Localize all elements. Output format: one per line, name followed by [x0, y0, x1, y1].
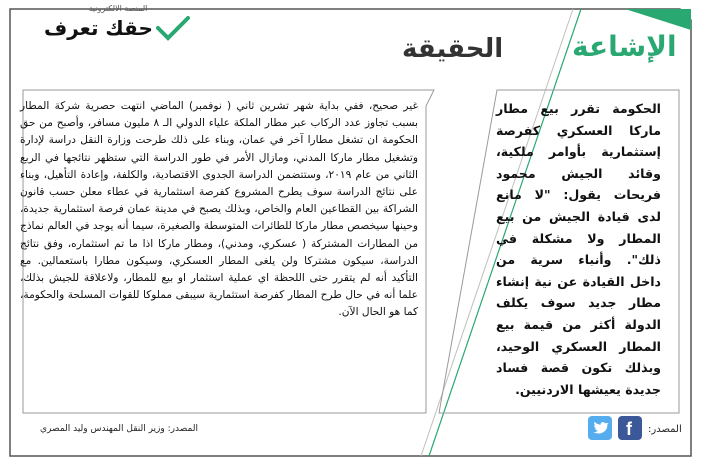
truth-text: غير صحيح، ففي بداية شهر تشرين ثاني ( نوفمبر) الماضي انتهت حصرية شركة المطار بسبب تجاوز عدد الركاب عبر مطار الملكة علياء الدولي الـ ٨ مليون مسافر، وأصبح من حق الحكومة ان تشغل مطارا آخر في عمان، وبناء على ذلك طرحت وزارة النقل دراسة لإدارة وتشغيل مطار ماركا المدني، ومازال الأمر في طور الدراسة التي ستظهر نتائجها في الربع الثاني من عام ٢٠١٩، وستتضمن الدراسة الجدوى الاقتصادية، والكلفة، وإعادة التأهيل، وبناء على نتائج الدراسة سوف يطرح المشروع كفرصة استثمارية في عطاء معلن حسب قانون الشراكة بين القطاعين العام والخاص، وبذلك يصبح في مدينة عمان فرصة استثمارية جديدة، وحينها سيخصص مطار ماركا للطائرات المتوسطة والصغيرة، سيما أنه يوجد في العالم نماذج من المطارات المشتركة ( عسكري، ومدني)، ومطار ماركا اذا ما تم استثماره، وفق نتائج الدراسة، سيكون مشتركا ولن يلغى المطار العسكري، وسيكون مطارا باستعمالين. مع التأكيد أنه لم يتقرر حتى اللحظة اي عملية استثمار او بيع للمطار، ولاعلاقة للجيش بذلك، علما أنه في حال طرح المطار كفرصة استثمارية سيبقى مملوكا للقوات المسلحة والحكومة، كما هو الحال الآن.: [20, 100, 418, 319]
logo-subtitle: المنصة الالكترونية: [88, 4, 148, 13]
checkmark-icon: [156, 16, 190, 42]
twitter-icon[interactable]: [588, 416, 612, 440]
logo: [38, 4, 198, 44]
svg-text:f: f: [626, 419, 632, 439]
rumor-source-label: المصدر:: [648, 424, 682, 435]
truth-source: المصدر: وزير النقل المهندس وليد المصري: [40, 424, 198, 434]
rumor-text: الحكومة تقرر بيع مطار ماركا العسكري كفرصة إستثمارية بأوامر ملكية، وقائد الجيش محمود فريحات يقول: "لا مانع لدى قيادة الجيش من بيع المطار ولا مشكلة في ذلك". وأنباء سرية من داخل القيادة عن نية إنشاء مطار جديد سوف يكلف الدولة أكثر من قيمة بيع المطار العسكري الوحيد، وبذلك تكون قصة فساد جديدة يعيشها الاردنيين.: [496, 101, 661, 397]
facebook-icon[interactable]: [618, 416, 642, 440]
rumor-heading: الإشاعة: [572, 30, 677, 63]
logo-title: حقك تعرف: [44, 16, 153, 40]
truth-heading: الحقيقة: [402, 34, 504, 64]
